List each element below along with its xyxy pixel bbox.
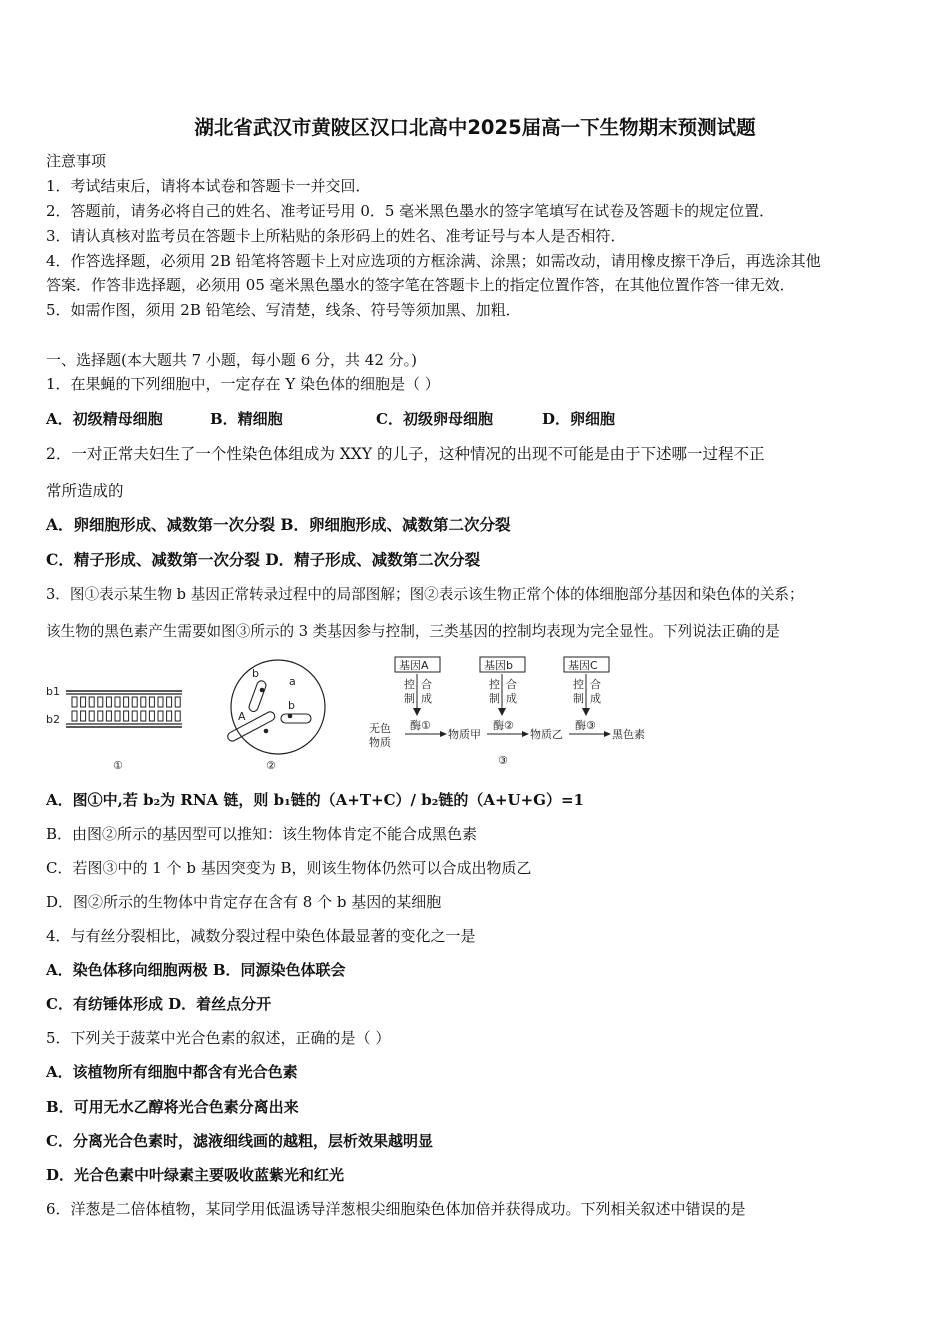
melanin: 黑色素 <box>612 728 645 741</box>
base-top <box>72 697 77 707</box>
q2-options-cd: C．精子形成、减数第一次分裂 D．精子形成、减数第二次分裂 <box>46 550 481 569</box>
ctrl-text-1b: 合 <box>421 678 432 691</box>
base-top <box>98 697 103 707</box>
base-top <box>132 697 137 707</box>
base-bottom <box>132 711 137 721</box>
q5-option-d: D．光合色素中叶绿素主要吸收蓝紫光和红光 <box>46 1166 345 1184</box>
colorless-text-1: 无色 <box>369 722 391 735</box>
base-top <box>158 697 163 707</box>
q3-option-d: D．图②所示的生物体中肯定存在含有 8 个 b 基因的某细胞 <box>46 893 442 911</box>
q6-stem: 6．洋葱是二倍体植物，某同学用低温诱导洋葱根尖细胞染色体加倍并获得成功。下列相关叙述中错误的是 <box>46 1200 746 1218</box>
section-heading: 一、选择题(本大题共 7 小题，每小题 6 分，共 42 分。) <box>46 351 417 369</box>
label-fig-3: ③ <box>498 754 508 767</box>
notice-item-4-cont: 答案．作答非选择题，必须用 05 毫米黑色墨水的签字笔在答题卡上的指定位置作答，在其他位置作答一律无效． <box>46 276 795 294</box>
notice-item-5: 5．如需作图，须用 2B 铅笔绘、写清楚，线条、符号等须加黑、加粗． <box>46 301 521 319</box>
q1-option-d: D．卵细胞 <box>542 410 616 428</box>
q2-stem-1: 2．一对正常夫妇生了一个性染色体组成为 XXY 的儿子，这种情况的出现不可能是由于下述哪一过程不正 <box>46 445 765 463</box>
allele-b-lower: b <box>288 699 295 712</box>
notice-item-2: 2．答题前，请务必将自己的姓名、准考证号用 0．5 毫米黑色墨水的签字笔填写在试卷及答题卡的规定位置． <box>46 202 775 220</box>
enzyme-2: 酶② <box>493 719 514 732</box>
ctrl-text-3d: 成 <box>590 692 601 705</box>
base-bottom <box>175 711 180 721</box>
figure-3-pathway <box>369 657 645 767</box>
ctrl-text-2a: 控 <box>489 678 500 691</box>
q1-option-a: A．初级精母细胞 <box>46 410 163 428</box>
base-top <box>81 697 86 707</box>
q4-options-ab: A．染色体移向细胞两极 B．同源染色体联会 <box>46 961 346 979</box>
base-bottom <box>141 711 146 721</box>
gene-b-box: 基因b <box>484 659 513 672</box>
ctrl-text-1c: 制 <box>404 692 415 705</box>
label-b2: b2 <box>46 713 60 726</box>
allele-a-lower: a <box>289 675 296 688</box>
base-bottom <box>98 711 103 721</box>
q4-options-cd: C．有纺锤体形成 D．着丝点分开 <box>46 995 272 1013</box>
base-top <box>149 697 154 707</box>
q3-option-a: A．图①中,若 b₂为 RNA 链，则 b₁链的（A+T+C）/ b₂链的（A+U+G）=1 <box>46 791 584 809</box>
ctrl-text-2d: 成 <box>506 692 517 705</box>
notice-heading: 注意事项 <box>46 152 107 170</box>
label-b1: b1 <box>46 685 60 698</box>
base-bottom <box>158 711 163 721</box>
ctrl-text-3c: 制 <box>573 692 584 705</box>
gene-c-box: 基因C <box>568 659 598 672</box>
label-fig-2: ② <box>266 759 276 772</box>
base-bottom <box>149 711 154 721</box>
base-bottom <box>81 711 86 721</box>
allele-b-upper-left: b <box>252 667 259 680</box>
substance-b: 物质乙 <box>530 728 563 741</box>
q5-option-b: B．可用无水乙醇将光合色素分离出来 <box>46 1098 299 1116</box>
base-bottom <box>115 711 120 721</box>
figure-1-dna <box>46 685 182 772</box>
q5-stem: 5．下列关于菠菜中光合色素的叙述，正确的是（ ） <box>46 1029 391 1047</box>
ctrl-text-3a: 控 <box>573 678 584 691</box>
notice-item-4: 4．作答选择题，必须用 2B 铅笔将答题卡上对应选项的方框涂满、涂黑；如需改动，请用橡皮擦干净后，再选涂其他 <box>46 252 821 270</box>
q5-option-a: A．该植物所有细胞中都含有光合色素 <box>46 1063 298 1081</box>
ctrl-text-1d: 成 <box>421 692 432 705</box>
q1-stem: 1．在果蝇的下列细胞中，一定存在 Y 染色体的细胞是（ ） <box>46 375 440 393</box>
base-top <box>167 697 172 707</box>
substance-a: 物质甲 <box>448 728 481 741</box>
label-fig-1: ① <box>113 759 123 772</box>
q4-stem: 4．与有丝分裂相比，减数分裂过程中染色体最显著的变化之一是 <box>46 927 476 945</box>
q3-figure <box>40 650 680 775</box>
q1-option-b: B．精细胞 <box>210 410 283 428</box>
base-top <box>175 697 180 707</box>
ctrl-text-2c: 制 <box>489 692 500 705</box>
base-bottom <box>106 711 111 721</box>
base-top <box>115 697 120 707</box>
base-bottom <box>72 711 77 721</box>
q3-figure-svg <box>40 650 680 775</box>
enzyme-3: 酶③ <box>575 719 596 732</box>
page-title: 湖北省武汉市黄陂区汉口北高中2025届高一下生物期末预测试题 <box>194 116 756 139</box>
ctrl-text-1a: 控 <box>404 678 415 691</box>
allele-a-upper: A <box>238 710 246 723</box>
dna-base-pairs <box>72 697 180 721</box>
q3-option-c: C．若图③中的 1 个 b 基因突变为 B，则该生物体仍然可以合成出物质乙 <box>46 859 532 877</box>
q3-stem-2: 该生物的黑色素产生需要如图③所示的 3 类基因参与控制，三类基因的控制均表现为完全显性。下列说法正确的是 <box>46 623 780 640</box>
base-bottom <box>167 711 172 721</box>
colorless-text-2: 物质 <box>369 736 391 749</box>
q2-stem-2: 常所造成的 <box>46 482 124 500</box>
notice-item-3: 3．请认真核对监考员在答题卡上所粘贴的条形码上的姓名、准考证号与本人是否相符． <box>46 227 626 245</box>
base-bottom <box>89 711 94 721</box>
q1-option-c: C．初级卵母细胞 <box>376 410 493 428</box>
notice-item-1: 1．考试结束后，请将本试卷和答题卡一并交回． <box>46 177 371 195</box>
q3-option-b: B．由图②所示的基因型可以推知：该生物体肯定不能合成黑色素 <box>46 825 478 843</box>
base-top <box>106 697 111 707</box>
cell-outline <box>231 660 325 754</box>
base-bottom <box>124 711 129 721</box>
base-top <box>124 697 129 707</box>
ctrl-text-2b: 合 <box>506 678 517 691</box>
base-top <box>89 697 94 707</box>
enzyme-1: 酶① <box>410 719 431 732</box>
q5-option-c: C．分离光合色素时，滤液细线画的越粗，层析效果越明显 <box>46 1132 433 1150</box>
q2-options-ab: A．卵细胞形成、减数第一次分裂 B．卵细胞形成、减数第二次分裂 <box>46 515 511 534</box>
gene-a-box: 基因A <box>399 659 429 672</box>
base-top <box>141 697 146 707</box>
q3-stem-1: 3．图①表示某生物 b 基因正常转录过程中的局部图解；图②表示该生物正常个体的体细胞部分基因和染色体的关系； <box>46 586 804 603</box>
ctrl-text-3b: 合 <box>590 678 601 691</box>
figure-2-cell <box>226 660 325 772</box>
